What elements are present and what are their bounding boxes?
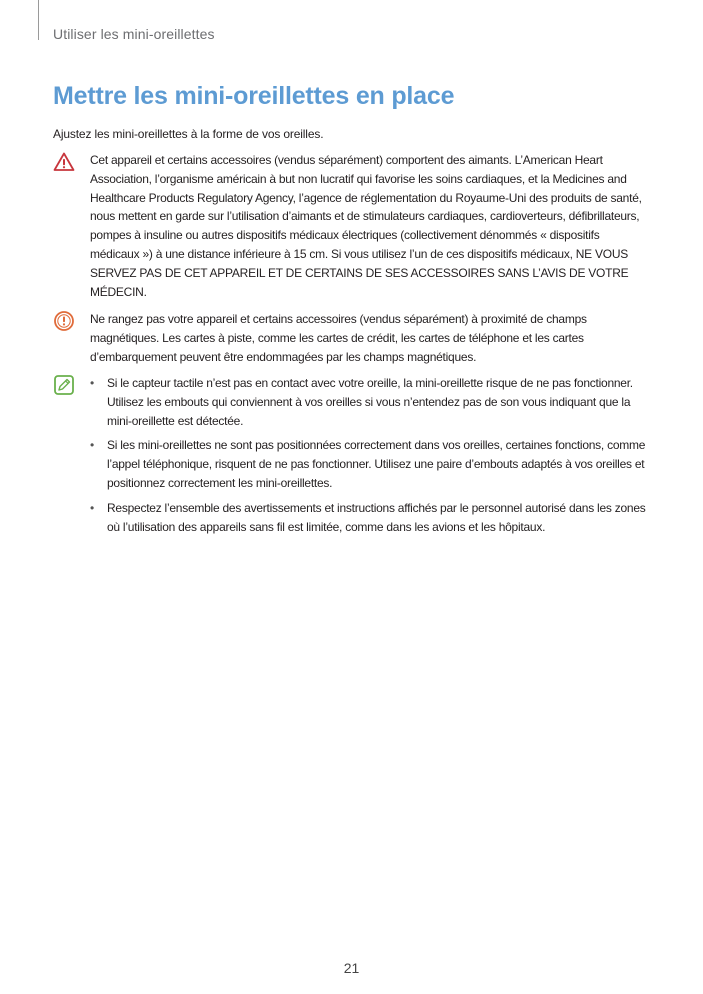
bullet-symbol: • — [90, 438, 94, 453]
margin-rule — [38, 0, 39, 40]
note-bullet-list — [90, 374, 650, 536]
list-item — [90, 374, 650, 430]
warning-notice — [53, 151, 653, 301]
list-item — [90, 499, 650, 537]
warning-text: Cet appareil et certains accessoires (vendus séparément) comportent des aimants. L’American Heart Association, l’organisme américain à but non lucratif qui favorise les soins cardiaques, et la Medicines and Healthcare Products Regulatory Agency, l’agence de réglementation du Royaume-Uni des produits de santé, nous mettent en garde sur l’utilisation d’aimants et de stimulateurs cardiaques, cardioverteurs, défibrillateurs, pompes à insuline ou autres dispositifs médicaux électriques (collectivement dénommés « dispositifs médicaux ») à une distance inférieure à 15 cm. Si vous utilisez l’un de ces dispositifs médicaux, NE VOUS SERVEZ PAS DE CET APPAREIL ET DE CERTAINS DE SES ACCESSOIRES SANS L’AVIS DE VOTRE MÉDECIN. — [90, 153, 642, 299]
caution-notice — [53, 310, 653, 366]
bullet-symbol: • — [90, 376, 94, 390]
list-item — [90, 436, 650, 492]
page-title: Mettre les mini-oreillettes en place — [53, 82, 455, 110]
list-item-text: Si le capteur tactile n’est pas en contact avec votre oreille, la mini-oreillette risque de ne pas fonctionner. Utilisez les embouts qui conviennent à vos oreilles si vous n’entendez pas de son vous indiquant que la mini-oreillette est détectée. — [107, 376, 633, 428]
caution-circle-icon — [53, 310, 75, 332]
warning-triangle-icon — [53, 151, 75, 173]
bullet-symbol: • — [90, 500, 94, 515]
caution-text: Ne rangez pas votre appareil et certains accessoires (vendus séparément) à proximité de champs magnétiques. Les cartes à piste, comme les cartes de crédit, les cartes de téléphone et les cartes d’embarquement peuvent être endommagées par les champs magnétiques. — [90, 312, 587, 364]
intro-text: Ajustez les mini-oreillettes à la forme de vos oreilles. — [53, 127, 324, 141]
list-item-text: Respectez l’ensemble des avertissements et instructions affichés par le personnel autorisé dans les zones où l’utilisation des appareils sans fil est limitée, comme dans les avions et les hôpitaux. — [107, 500, 646, 534]
page-number: 21 — [343, 960, 360, 976]
note-pencil-icon — [53, 374, 75, 396]
list-item-text: Si les mini-oreillettes ne sont pas positionnées correctement dans vos oreilles, certaines fonctions, comme l’appel téléphonique, risquent de ne pas fonctionner. Utilisez une paire d’embouts adaptés à vos oreilles et positionnez correctement les mini-oreillettes. — [107, 438, 646, 490]
running-header: Utiliser les mini-oreillettes — [53, 26, 215, 42]
note-notice — [53, 374, 653, 542]
